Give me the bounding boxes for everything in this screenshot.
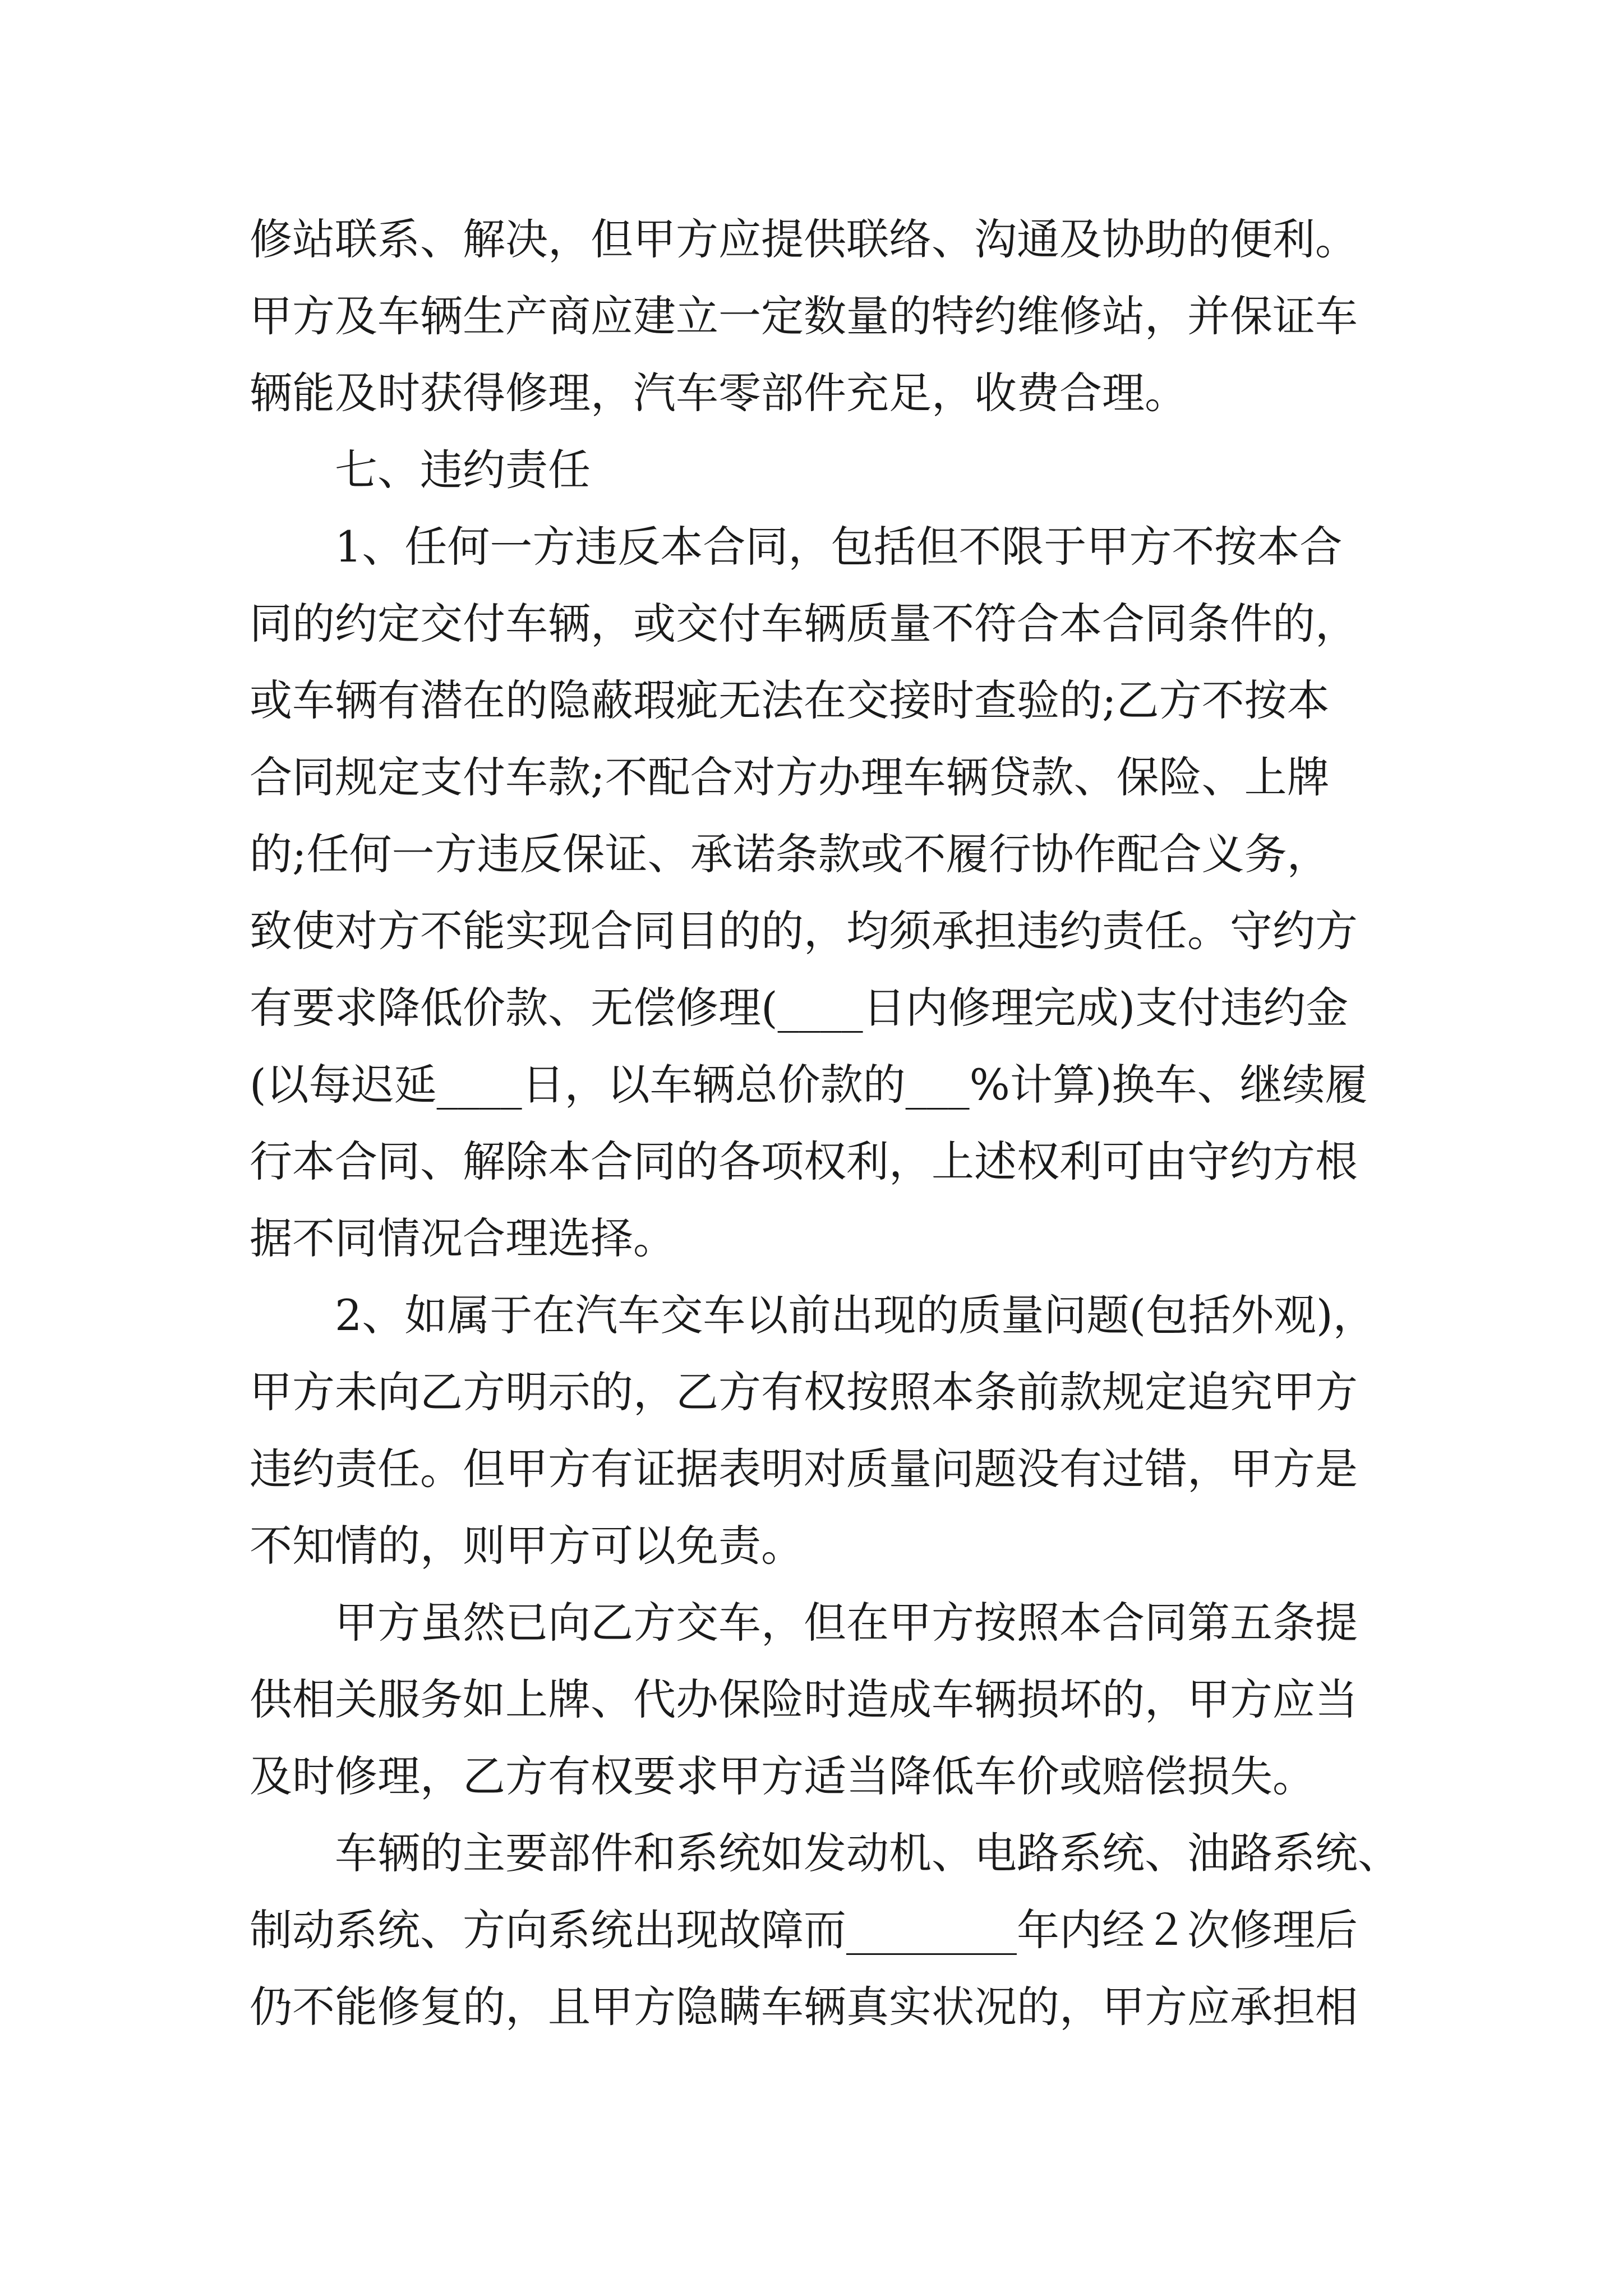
- contract-text: [250, 201, 1416, 2045]
- text-line: 供相关服务如上牌、代办保险时造成车辆损坏的，甲方应当: [250, 1674, 1358, 1724]
- text-line: 行本合同、解除本合同的各项权利，上述权利可由守约方根: [250, 1137, 1358, 1186]
- text-line: 或车辆有潜在的隐蔽瑕疵无法在交接时查验的;乙方不按本: [250, 675, 1330, 725]
- text-line: 不知情的，则甲方可以免责。: [250, 1521, 804, 1571]
- text-line: 甲方未向乙方明示的，乙方有权按照本条前款规定追究甲方: [250, 1367, 1358, 1417]
- section-heading: 七、违约责任: [335, 445, 591, 495]
- text-line: 违约责任。但甲方有证据表明对质量问题没有过错，甲方是: [250, 1444, 1358, 1494]
- text-line: 及时修理，乙方有权要求甲方适当降低车价或赔偿损失。: [250, 1751, 1315, 1801]
- text-line: 的;任何一方违反保证、承诺条款或不履行协作配合义务，: [250, 829, 1330, 879]
- text-line: 仍不能修复的，且甲方隐瞒车辆真实状况的，甲方应承担相: [250, 1982, 1358, 2032]
- text-line: 甲方及车辆生产商应建立一定数量的特约维修站，并保证车: [250, 291, 1358, 341]
- text-line: 致使对方不能实现合同目的的，均须承担违约责任。守约方: [250, 906, 1358, 956]
- text-line: 车辆的主要部件和系统如发动机、电路系统、油路系统、: [335, 1828, 1400, 1878]
- text-line: (以每迟延____日，以车辆总价款的___%计算)换车、继续履: [250, 1060, 1368, 1110]
- text-line: 制动系统、方向系统出现故障而________年内经２次修理后: [250, 1905, 1358, 1955]
- text-line: 修站联系、解决，但甲方应提供联络、沟通及协助的便利。: [250, 214, 1358, 264]
- text-line: 甲方虽然已向乙方交车，但在甲方按照本合同第五条提: [335, 1598, 1358, 1648]
- text-line: 1、任何一方违反本合同，包括但不限于甲方不按本合: [335, 522, 1343, 572]
- text-line: 据不同情况合理选择。: [250, 1213, 676, 1263]
- text-line: 同的约定交付车辆，或交付车辆质量不符合本合同条件的，: [250, 599, 1358, 648]
- text-line: 合同规定支付车款;不配合对方办理车辆贷款、保险、上牌: [250, 752, 1330, 802]
- text-line: 2、如属于在汽车交车以前出现的质量问题(包括外观)，: [335, 1290, 1376, 1340]
- text-line: 辆能及时获得修理，汽车零部件充足，收费合理。: [250, 368, 1187, 418]
- text-line: 有要求降低价款、无偿修理(____日内修理完成)支付违约金: [250, 983, 1349, 1033]
